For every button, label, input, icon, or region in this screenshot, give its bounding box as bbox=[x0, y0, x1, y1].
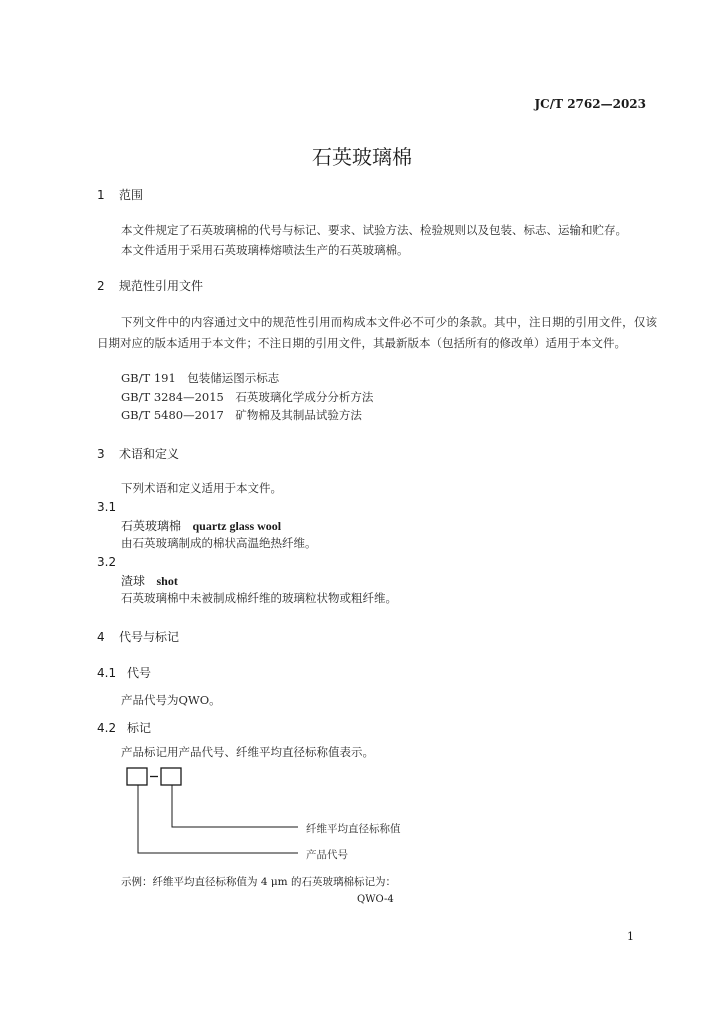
term-chinese: 石英玻璃棉 bbox=[121, 519, 182, 533]
term-entry bbox=[121, 517, 281, 534]
standard-code: JC/T 2762—2023 bbox=[534, 97, 646, 111]
subsection-title: 标记 bbox=[127, 721, 152, 735]
scope-paragraph-2: 本文件适用于采用石英玻璃棒熔喷法生产的石英玻璃棉。 bbox=[121, 243, 409, 257]
reference-item: GB/T 3284—2015 石英玻璃化学成分分析方法 bbox=[121, 390, 374, 404]
subsection-4-1-heading bbox=[97, 664, 151, 681]
reference-item: GB/T 5480—2017 矿物棉及其制品试验方法 bbox=[121, 408, 362, 422]
section-number: 2 bbox=[97, 279, 105, 293]
product-code-text: 产品代号为QWO。 bbox=[121, 693, 221, 707]
section-title: 范围 bbox=[119, 188, 144, 202]
subsection-title: 代号 bbox=[127, 666, 152, 680]
marking-text: 产品标记用产品代号、纤维平均直径标称值表示。 bbox=[121, 745, 374, 759]
example-line bbox=[121, 874, 396, 889]
term-entry bbox=[121, 572, 178, 589]
diagram-label-product-code: 产品代号 bbox=[306, 849, 348, 861]
term-definition: 由石英玻璃制成的棉状高温绝热纤维。 bbox=[121, 536, 317, 550]
term-definition: 石英玻璃棉中未被制成棉纤维的玻璃粒状物或粗纤维。 bbox=[121, 591, 397, 605]
diameter-value-box bbox=[161, 768, 181, 785]
section-title: 术语和定义 bbox=[119, 447, 180, 461]
example-label: 示例： bbox=[121, 876, 153, 888]
term-english: shot bbox=[156, 574, 178, 588]
example-text: 纤维平均直径标称值为 4 μm 的石英玻璃棉标记为： bbox=[152, 876, 396, 888]
section-2-heading bbox=[97, 277, 203, 294]
diameter-leader-line bbox=[172, 785, 298, 827]
normative-references-paragraph: 下列文件中的内容通过文中的规范性引用而构成本文件必不可少的条款。其中，注日期的引用文件，仅该日期对应的版本适用于本文件；不注日期的引用文件，其最新版本（包括所有的修改单）适用于本文件。 bbox=[97, 315, 657, 350]
section-number: 4 bbox=[97, 630, 105, 644]
term-english: quartz glass wool bbox=[192, 519, 282, 533]
section-1-heading bbox=[97, 186, 143, 203]
reference-item: GB/T 191 包装储运图示标志 bbox=[121, 371, 280, 385]
section-title: 规范性引用文件 bbox=[119, 279, 204, 293]
example-marking: QWO-4 bbox=[357, 894, 394, 905]
product-code-box bbox=[127, 768, 147, 785]
subsection-number: 4.2 bbox=[97, 721, 117, 735]
term-chinese: 渣球 bbox=[121, 574, 146, 588]
subsection-number: 4.1 bbox=[97, 666, 117, 680]
terms-intro: 下列术语和定义适用于本文件。 bbox=[121, 481, 282, 495]
section-number: 1 bbox=[97, 188, 105, 202]
diagram-label-fiber-diameter: 纤维平均直径标称值 bbox=[306, 823, 401, 835]
page-number: 1 bbox=[627, 930, 634, 943]
term-number: 3.1 bbox=[97, 500, 117, 514]
section-title: 代号与标记 bbox=[119, 630, 180, 644]
document-title: 石英玻璃棉 bbox=[312, 145, 412, 169]
section-3-heading bbox=[97, 445, 179, 462]
section-4-heading bbox=[97, 628, 179, 645]
marking-diagram bbox=[100, 763, 320, 863]
scope-paragraph-1: 本文件规定了石英玻璃棉的代号与标记、要求、试验方法、检验规则以及包装、标志、运输和贮存。 bbox=[121, 223, 627, 237]
term-number: 3.2 bbox=[97, 555, 117, 569]
product-code-leader-line bbox=[138, 785, 298, 853]
subsection-4-2-heading bbox=[97, 719, 151, 736]
section-number: 3 bbox=[97, 447, 105, 461]
